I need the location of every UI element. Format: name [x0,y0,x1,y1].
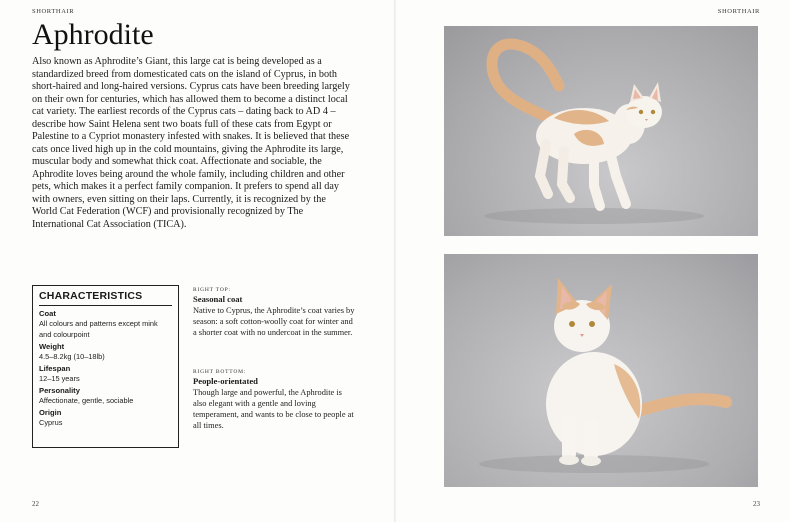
caption-title: Seasonal coat [193,294,243,304]
characteristic-value: 12–15 years [39,374,80,383]
page-number-right: 23 [753,500,760,508]
caption-position: RIGHT TOP: [193,287,231,293]
caption-title: People-orientated [193,376,258,386]
caption-position: RIGHT BOTTOM: [193,369,247,375]
running-head-left: SHORTHAIR [32,8,75,15]
characteristic-label: Origin [39,408,62,417]
sitting-cat-illustration [444,254,758,487]
page-title: Aphrodite [32,18,154,51]
walking-cat-illustration [444,26,758,236]
running-head-right: SHORTHAIR [717,8,760,15]
characteristic-value: 4.5–8.2kg (10–18lb) [39,352,105,361]
characteristic-label: Personality [39,386,80,395]
characteristic-value: Affectionate, gentle, sociable [39,396,134,405]
characteristics-heading: CHARACTERISTICS [39,290,172,306]
caption-right-bottom [193,369,356,431]
body-text: Also known as Aphrodite’s Giant, this large cat is being developed as a standardized breed from domesticated cats on the island of Cyprus, in both short-haired and long-haired versions. Cyprus cats have been breeding largely on their own for centuries, which has allowed them to become a distinct local cat variety. The earliest records of the Cyprus cats – dating back to AD 4 – describe how Saint Helena sent two boats full of these cats from Egypt or Palestine to a Cypriot monastery infested with snakes. It is believed that these cats once lived high up in the cold mountains, giving the Aphrodite its large, muscular body and somewhat thick coat. Affectionate and sociable, the Aphrodite loves being around the whole family, including children and other pets, which makes it a perfect family companion. It prefers to spend all day with owners, even sitting on their laps. Currently, it is recognized by the World Cat Federation (WCF) and provisionally recognized by The International Cat Association (TICA). [32,56,350,230]
characteristic-label: Coat [39,309,56,318]
caption-right-top [193,287,356,338]
characteristic-label: Lifespan [39,364,71,373]
caption-text: Though large and powerful, the Aphrodite is also elegant with a gentle and loving temperament, and wants to be close to people at all times. [193,388,354,430]
page-number-left: 22 [32,500,39,508]
photo-sitting-cat [444,254,758,487]
characteristic-value: All colours and patterns except mink and colourpoint [39,319,158,339]
photo-walking-cat [444,26,758,236]
page-gutter [394,0,396,522]
characteristic-value: Cyprus [39,418,63,427]
characteristics-box [32,285,179,448]
characteristic-label: Weight [39,342,65,351]
caption-text: Native to Cyprus, the Aphrodite’s coat varies by season: a soft cotton-woolly coat for winter and a shorter coat with no undercoat in the summer. [193,306,355,337]
